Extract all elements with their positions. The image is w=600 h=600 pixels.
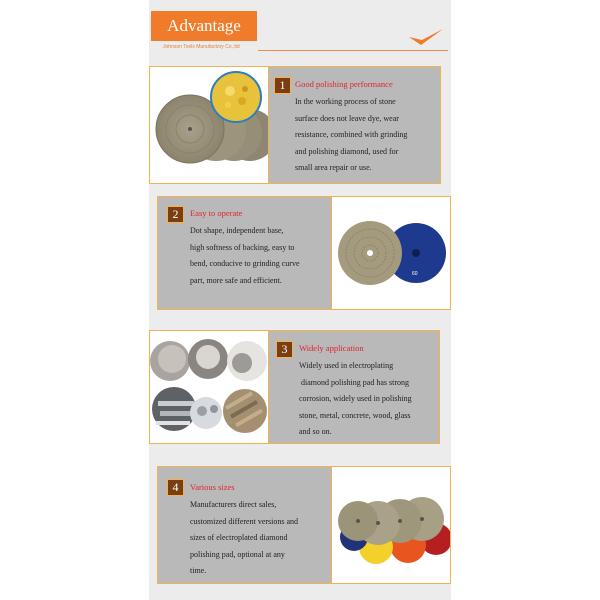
feature-title-3: Widely application — [299, 343, 364, 353]
feature-title-2: Easy to operate — [190, 208, 243, 218]
various-sizes-image — [332, 467, 450, 583]
feature-title-4: Various sizes — [190, 482, 235, 492]
feature-title-1: Good polishing performance — [295, 79, 393, 89]
feature-number-4: 4 — [167, 479, 184, 496]
header-divider — [258, 50, 448, 51]
feature-number-1: 1 — [274, 77, 291, 94]
checkmark-icon — [407, 27, 445, 49]
feature-text-1: In the working process of stone surface does not leave dye, wear resistance, combined with grinding and polishing diamond, used for small area repair or use. — [295, 97, 408, 172]
dot-pads-image — [332, 197, 450, 309]
feature-number-3: 3 — [276, 341, 293, 358]
materials-image — [150, 331, 268, 443]
grit-label: 60 — [412, 271, 418, 277]
feature-image-1 — [149, 66, 269, 184]
advantage-title: Advantage — [151, 11, 257, 41]
company-name: Johnson Tools Manufactory Co.,ltd — [163, 44, 240, 50]
feature-image-4 — [331, 466, 451, 584]
feature-text-4: Manufacturers direct sales, customized different versions and sizes of electroplated diamond polishing pad, optional at any time. — [190, 500, 299, 575]
feature-number-2: 2 — [167, 206, 184, 223]
feature-image-3 — [149, 330, 269, 444]
feature-text-3: Widely used in electroplating diamond polishing pad has strong corrosion, widely used in polishing stone, metal, concrete, wood, glass and so on. — [299, 361, 412, 436]
feature-text-2: Dot shape, independent base, high softness of backing, easy to bend, conducive to grinding curve part, more safe and efficient. — [190, 226, 300, 285]
polishing-pads-image — [150, 67, 268, 182]
feature-image-2 — [331, 196, 451, 310]
